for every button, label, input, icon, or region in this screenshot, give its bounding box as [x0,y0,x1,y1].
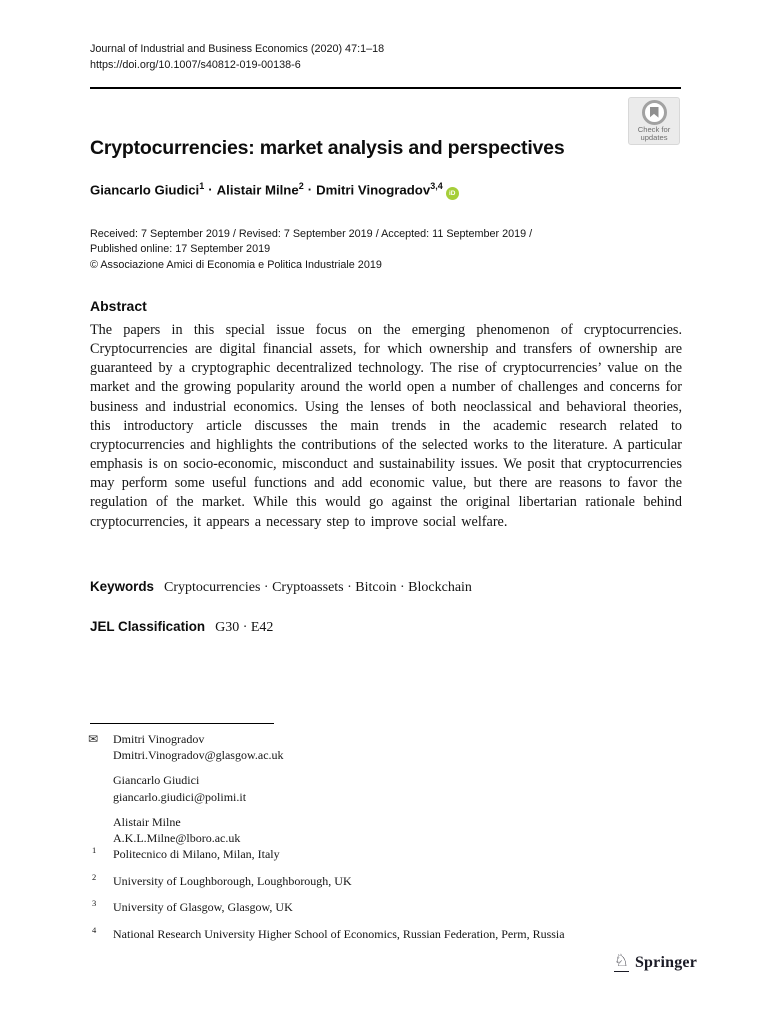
jel-label: JEL Classification [90,619,206,634]
affiliation-text: University of Glasgow, Glasgow, UK [113,900,293,914]
springer-knight-icon: ♘ [613,951,629,971]
article-title: Cryptocurrencies: market analysis and perspectives [90,137,565,159]
correspondent-email[interactable]: giancarlo.giudici@polimi.it [113,789,247,804]
jel-line [90,619,273,636]
footnote-divider [90,723,274,724]
keywords-value: Cryptocurrencies · Cryptoassets · Bitcoin · Blockchain [164,580,472,595]
abstract-text: The papers in this special issue focus on the emerging phenomenon of cryptocurrencies. Cryptocurrencies are digital financial assets, for which ownership and transfers of ownership are guaranteed by a cryptographic decentralized technology. The rise of cryptocurrencies’ value on the market and the growing popularity around the world open a number of challenges and concerns for business and industrial economics. Using the lenses of both neoclassical and behavioral theories, this introductory article discusses the main trends in the academic research related to cryptocurrencies and highlights the contributions of the selected works to the literature. A particular emphasis is on socio-economic, misconduct and sustainability issues. We posit that cryptocurrencies may perform some useful functions and add economic value, but there are reasons to favor the regulation of the market. While this would go against the original libertarian rationale behind cryptocurrencies, it appears a necessary step to improve social welfare. [90,322,682,530]
correspondent-email[interactable]: Dmitri.Vinogradov@glasgow.ac.uk [113,748,284,763]
affiliation-item [90,924,690,942]
publisher-logo [614,953,697,972]
affiliation-number: 1 [92,845,97,855]
correspondent-name: Giancarlo Giudici [113,773,200,788]
keywords-label: Keywords [90,579,154,594]
published-online: Published online: 17 September 2019 [90,243,271,256]
author-affiliation-marker: 3,4 [430,181,443,191]
author-byline [90,181,459,200]
doi-link[interactable]: https://doi.org/10.1007/s40812-019-00138-6 [90,58,301,71]
envelope-icon: ✉ [88,732,99,746]
author-name: Alistair Milne [216,182,299,198]
correspondence-block [90,731,510,855]
author-separator: · [208,182,213,198]
corresponding-author [90,731,510,763]
author-name: Giancarlo Giudici [90,182,200,198]
author-name: Dmitri Vinogradov [316,182,431,198]
abstract-heading: Abstract [90,298,147,314]
correspondent-email[interactable]: A.K.L.Milne@lboro.ac.uk [113,831,241,846]
keywords-line [90,579,472,596]
co-author-contact [90,814,510,846]
affiliation-text: University of Loughborough, Loughborough, UK [113,873,352,888]
crossmark-icon [642,100,667,125]
check-for-updates-label: Check for updates [637,124,671,142]
bookmark-icon [650,107,659,118]
journal-header [90,42,384,73]
author-affiliation-marker: 2 [298,181,304,191]
affiliation-text: National Research University Higher School of Economics, Russian Federation, Perm, Russia [113,926,565,941]
received-revised-accepted: Received: 7 September 2019 / Revised: 7 September 2019 / Accepted: 11 September 2019 / [90,228,533,240]
jel-value: G30 · E42 [215,620,274,635]
correspondent-name: Alistair Milne [113,814,181,829]
affiliation-number: 4 [92,924,97,935]
co-author-contact [90,772,510,804]
affiliation-item [90,871,690,889]
affiliation-number: 3 [92,898,97,908]
author-affiliation-marker: 1 [199,181,205,191]
affiliation-text: Politecnico di Milano, Milan, Italy [113,847,280,861]
affiliation-item [90,900,690,915]
affiliation-item [90,847,690,862]
article-history [90,227,532,273]
publisher-name: Springer [634,953,697,971]
header-divider [90,87,681,89]
copyright-line: © Associazione Amici di Economia e Politica Industriale 2019 [90,258,382,271]
journal-citation: Journal of Industrial and Business Economics (2020) 47:1–18 [90,43,385,55]
affiliation-number: 2 [92,871,97,882]
author-separator: · [307,182,313,198]
affiliations-block [90,847,690,953]
orcid-icon[interactable]: iD [446,187,459,200]
correspondent-name: Dmitri Vinogradov [113,732,205,746]
